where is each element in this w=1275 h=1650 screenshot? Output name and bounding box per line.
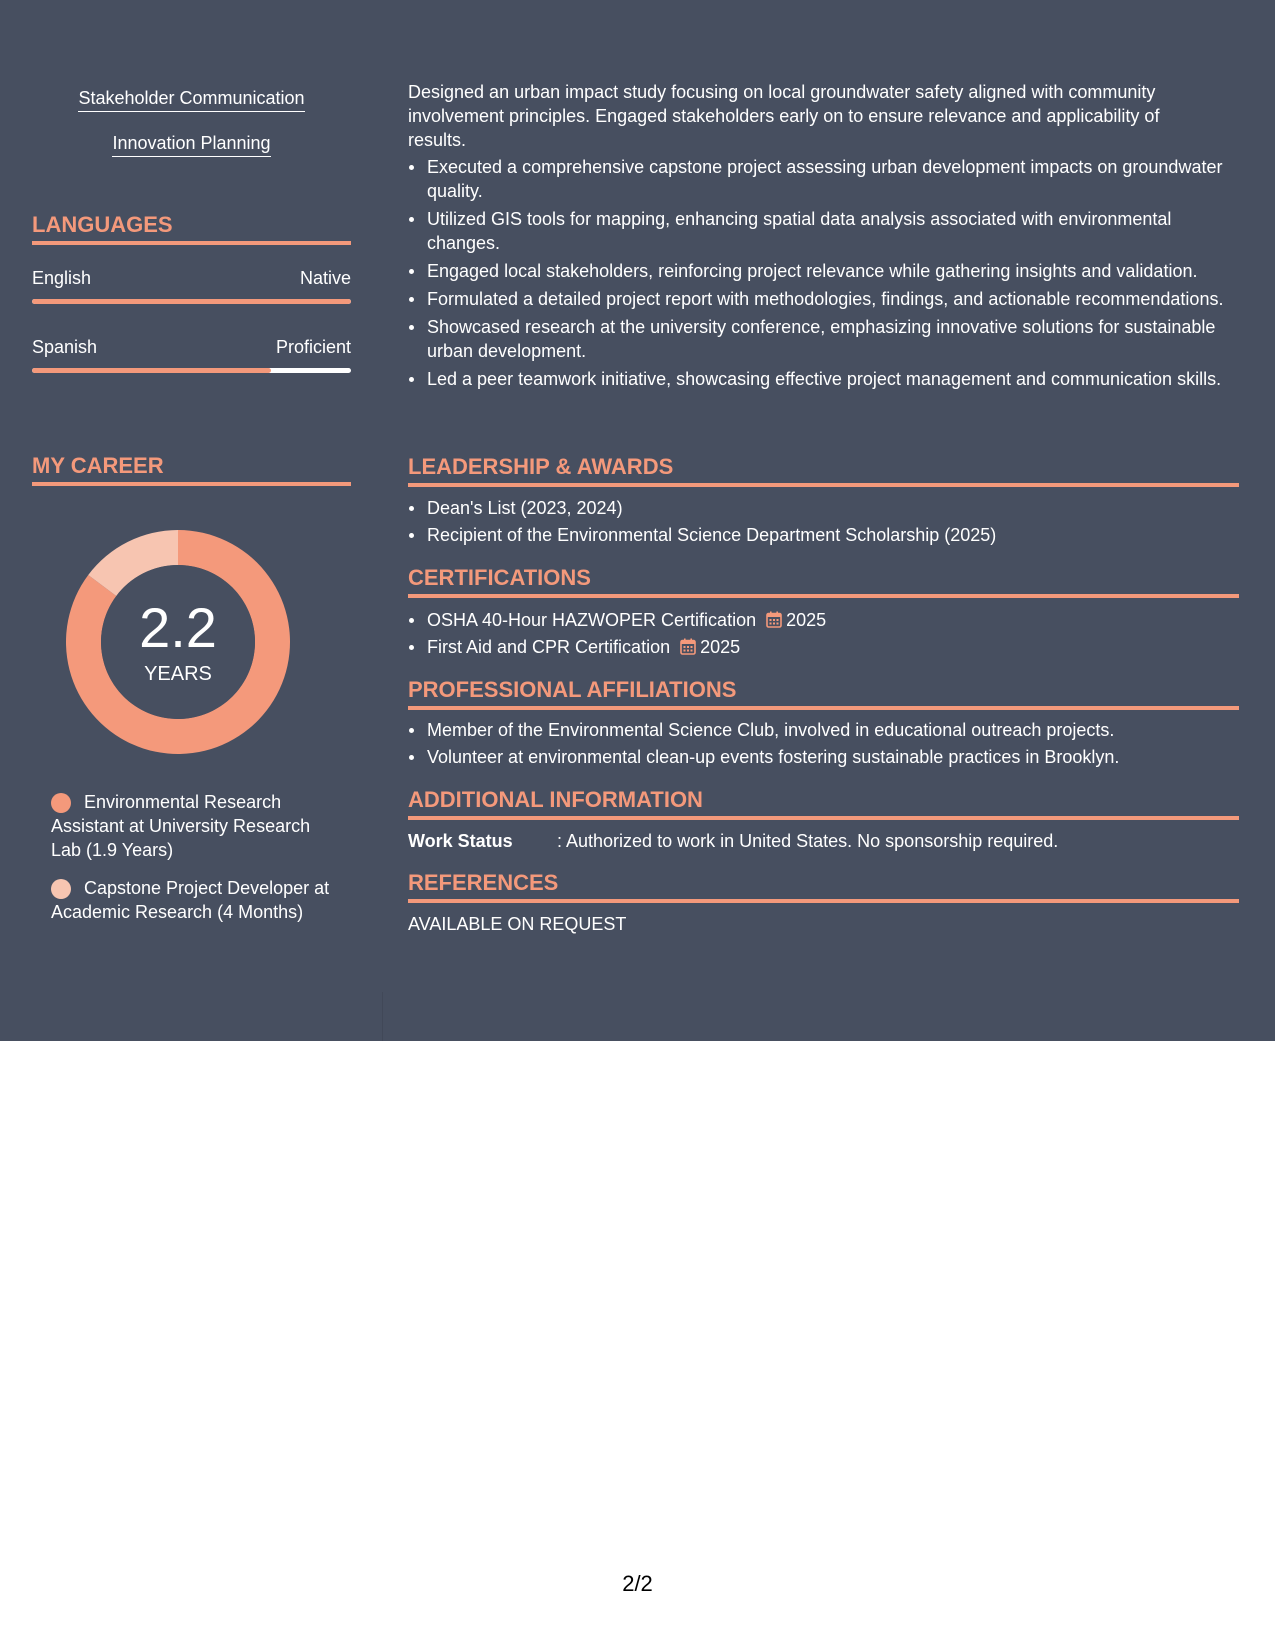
certifications-heading: CERTIFICATIONS [408,565,1239,598]
language-proficiency-bar [32,299,351,304]
language-name: English [32,268,92,288]
list-item: Led a peer teamwork initiative, showcasing effective project management and communication skills. [408,367,1239,391]
skill-tag: Innovation Planning [32,133,351,154]
list-item: Dean's List (2023, 2024) [408,496,1239,520]
legend-dot [51,879,71,899]
work-status-value: : Authorized to work in United States. No sponsorship required. [557,831,1059,851]
career-years-unit: YEARS [144,663,212,685]
leadership-list [408,496,1239,547]
certification-item: First Aid and CPR Certification 2025 [408,635,1239,659]
language-proficiency-fill [32,368,271,373]
page-number: 2/2 [622,1571,653,1596]
additional-info-heading: ADDITIONAL INFORMATION [408,787,1239,820]
list-item: Showcased research at the university conference, emphasizing innovative solutions for sustainable urban development. [408,315,1239,363]
calendar-icon [680,638,696,655]
calendar-icon [766,611,782,628]
career-donut-chart [66,530,290,754]
list-item: Recipient of the Environmental Science Department Scholarship (2025) [408,523,1239,547]
project-summary: Designed an urban impact study focusing on local groundwater safety aligned with community involvement principles. Engaged stakeholders early on to ensure relevance and applicability of results. [408,82,1160,150]
career-heading: MY CAREER [32,453,351,486]
project-bullet-list [408,155,1239,391]
language-proficiency-fill [32,299,351,304]
certification-item: OSHA 40-Hour HAZWOPER Certification 2025 [408,608,1239,632]
language-proficiency-bar [32,368,351,373]
list-item: Utilized GIS tools for mapping, enhancing spatial data analysis associated with environmental changes. [408,207,1239,255]
column-divider [382,992,383,1041]
affiliations-list [408,718,1239,769]
career-legend-item: Environmental Research Assistant at University Research Lab (1.9 Years) [51,792,311,860]
work-status-label: Work Status [408,831,513,851]
language-row [32,268,351,290]
list-item: Formulated a detailed project report with methodologies, findings, and actionable recommendations. [408,287,1239,311]
language-name: Spanish [32,337,98,357]
list-item: Volunteer at environmental clean-up events fostering sustainable practices in Brooklyn. [408,745,1239,769]
affiliations-heading: PROFESSIONAL AFFILIATIONS [408,677,1239,710]
list-item: Member of the Environmental Science Club, involved in educational outreach projects. [408,718,1239,742]
legend-dot [51,793,71,813]
career-legend-item: Capstone Project Developer at Academic Research (4 Months) [51,878,330,922]
language-level: Proficient [275,337,351,357]
certification-year: 2025 [786,610,827,630]
references-heading: REFERENCES [408,870,1239,903]
list-item: Executed a comprehensive capstone project assessing urban development impacts on groundwater quality. [408,155,1239,203]
language-row [32,337,351,359]
languages-heading: LANGUAGES [32,212,351,245]
language-level: Native [299,268,351,288]
certification-year: 2025 [700,637,741,657]
certifications-list [408,608,1239,659]
references-text: AVAILABLE ON REQUEST [408,914,627,934]
career-total-years: 2.2 [139,596,217,659]
leadership-heading: LEADERSHIP & AWARDS [408,454,1239,487]
list-item: Engaged local stakeholders, reinforcing project relevance while gathering insights and validation. [408,259,1239,283]
skill-tag: Stakeholder Communication [32,88,351,109]
